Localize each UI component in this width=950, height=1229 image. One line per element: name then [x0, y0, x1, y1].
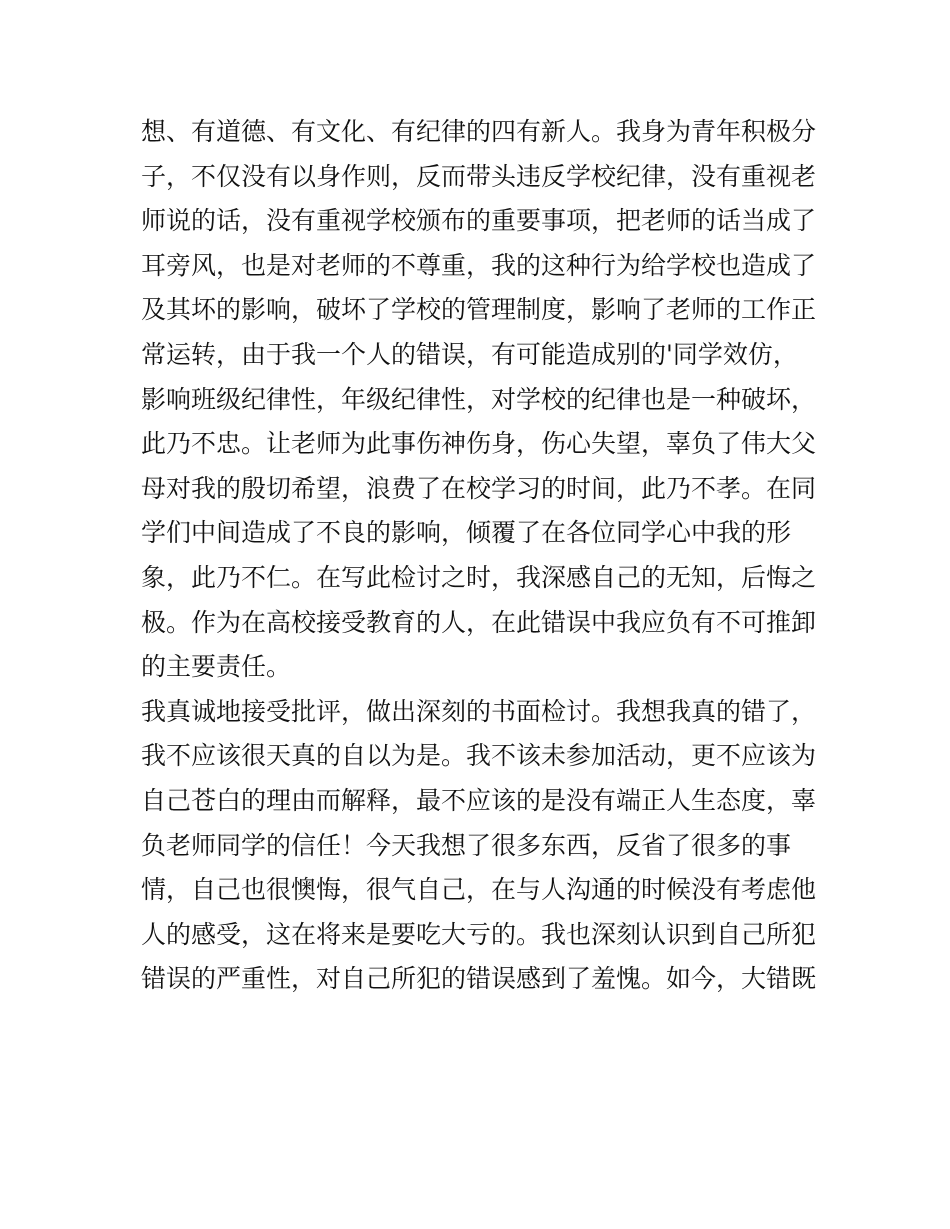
text-line: 的主要责任。 — [141, 652, 292, 682]
text-line: 想、有道德、有文化、有纪律的四有新人。我身为青年积极分 — [141, 117, 817, 146]
text-line: 耳旁风，也是对老师的不尊重，我的这种行为给学校也造成了 — [141, 250, 817, 280]
text-line: 及其坏的影响，破坏了学校的管理制度，影响了老师的工作正 — [141, 295, 817, 325]
text-line: 我不应该很天真的自以为是。我不该未参加活动，更不应该为 — [141, 741, 817, 771]
text-line: 常运转，由于我一个人的错误，有可能造成别的'同学效仿， — [141, 339, 798, 369]
body-text — [141, 110, 821, 1002]
text-line: 学们中间造成了不良的影响，倾覆了在各位同学心中我的形 — [141, 518, 792, 548]
text-line: 人的感受，这在将来是要吃大亏的。我也深刻认识到自己所犯 — [141, 919, 817, 949]
text-line: 师说的话，没有重视学校颁布的重要事项，把老师的话当成了 — [141, 206, 817, 236]
text-line: 情，自己也很懊悔，很气自己，在与人沟通的时候没有考虑他 — [141, 875, 817, 905]
text-line: 象，此乃不仁。在写此检讨之时，我深感自己的无知，后悔之 — [141, 562, 817, 592]
text-line: 我真诚地接受批评，做出深刻的书面检讨。我想我真的错了， — [141, 696, 817, 726]
text-line: 自己苍白的理由而解释，最不应该的是没有端正人生态度，辜 — [141, 785, 817, 815]
text-line: 母对我的殷切希望，浪费了在校学习的时间，此乃不孝。在同 — [141, 473, 817, 503]
text-line: 此乃不忠。让老师为此事伤神伤身，伤心失望，辜负了伟大父 — [141, 429, 817, 459]
text-line: 子，不仅没有以身作则，反而带头违反学校纪律，没有重视老 — [141, 161, 817, 191]
text-line: 影响班级纪律性，年级纪律性，对学校的纪律也是一种破坏， — [141, 384, 817, 414]
text-line: 错误的严重性，对自己所犯的错误感到了羞愧。如今，大错既 — [141, 964, 817, 994]
text-line: 极。作为在高校接受教育的人，在此错误中我应负有不可推卸 — [141, 607, 817, 637]
text-line: 负老师同学的信任！今天我想了很多东西，反省了很多的事 — [141, 830, 792, 860]
